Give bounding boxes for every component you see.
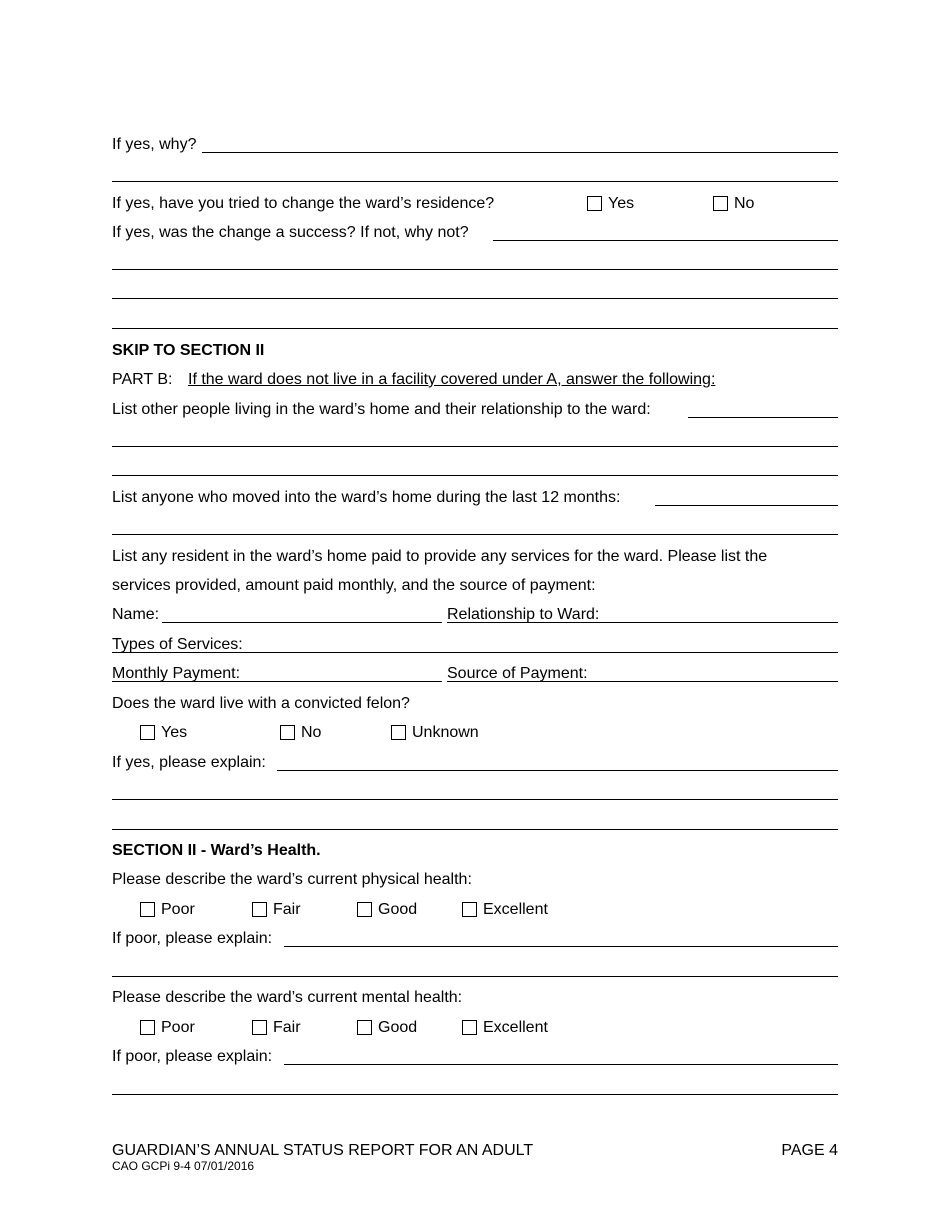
skip-to-section-heading: SKIP TO SECTION II xyxy=(112,342,265,359)
tried-change-no-label: No xyxy=(734,195,755,212)
change-success-line-4[interactable] xyxy=(112,328,838,329)
felon-yes-label: Yes xyxy=(161,724,188,741)
footer-form-code: CAO GCPi 9-4 07/01/2016 xyxy=(112,1159,255,1173)
moved-in-line-2[interactable] xyxy=(112,534,838,535)
name-label: Name: xyxy=(112,606,160,623)
felon-explain-line-2[interactable] xyxy=(112,799,838,800)
mental-poor-explain-label: If poor, please explain: xyxy=(112,1048,273,1065)
paid-resident-text-2: services provided, amount paid monthly, and the source of payment: xyxy=(112,577,596,594)
felon-explain-line[interactable] xyxy=(277,770,838,771)
source-of-payment-line[interactable] xyxy=(447,681,838,682)
physical-excellent-label: Excellent xyxy=(483,901,548,918)
moved-in-line[interactable] xyxy=(655,505,838,506)
footer-title: GUARDIAN’S ANNUAL STATUS REPORT FOR AN ADULT xyxy=(112,1142,534,1159)
other-people-label: List other people living in the ward’s home and their relationship to the ward: xyxy=(112,401,651,418)
tried-change-label: If yes, have you tried to change the ward’s residence? xyxy=(112,195,495,212)
felon-yes-checkbox[interactable] xyxy=(140,725,155,740)
mental-poor-explain-line[interactable] xyxy=(284,1064,838,1065)
felon-explain-label: If yes, please explain: xyxy=(112,754,266,771)
why-label: If yes, why? xyxy=(112,136,197,153)
other-people-line-2[interactable] xyxy=(112,446,838,447)
other-people-line[interactable] xyxy=(688,417,838,418)
mental-poor-checkbox[interactable] xyxy=(140,1020,155,1035)
mental-poor-label: Poor xyxy=(161,1019,195,1036)
physical-poor-explain-label: If poor, please explain: xyxy=(112,930,273,947)
physical-good-label: Good xyxy=(378,901,418,918)
physical-poor-explain-line-2[interactable] xyxy=(112,976,838,977)
physical-poor-checkbox[interactable] xyxy=(140,902,155,917)
other-people-line-3[interactable] xyxy=(112,475,838,476)
relationship-line[interactable] xyxy=(447,622,838,623)
physical-fair-label: Fair xyxy=(273,901,301,918)
felon-no-checkbox[interactable] xyxy=(280,725,295,740)
change-success-line-2[interactable] xyxy=(112,269,838,270)
source-of-payment-label: Source of Payment: xyxy=(447,665,588,682)
mental-poor-explain-line-2[interactable] xyxy=(112,1094,838,1095)
mental-fair-label: Fair xyxy=(273,1019,301,1036)
section-2-heading: SECTION II - Ward’s Health. xyxy=(112,842,321,859)
mental-excellent-label: Excellent xyxy=(483,1019,548,1036)
tried-change-yes-checkbox[interactable] xyxy=(587,196,602,211)
felon-unknown-label: Unknown xyxy=(412,724,479,741)
relationship-label: Relationship to Ward: xyxy=(447,606,600,623)
felon-explain-line-3[interactable] xyxy=(112,829,838,830)
change-success-label: If yes, was the change a success? If not, why not? xyxy=(112,224,469,241)
mental-health-question: Please describe the ward’s current mental health: xyxy=(112,989,463,1006)
paid-resident-text-1: List any resident in the ward’s home paid to provide any services for the ward. Please list the xyxy=(112,548,768,565)
change-success-line[interactable] xyxy=(493,240,838,241)
mental-good-checkbox[interactable] xyxy=(357,1020,372,1035)
moved-in-label: List anyone who moved into the ward’s home during the last 12 months: xyxy=(112,489,621,506)
physical-excellent-checkbox[interactable] xyxy=(462,902,477,917)
footer-page-number: PAGE 4 xyxy=(781,1142,838,1159)
physical-fair-checkbox[interactable] xyxy=(252,902,267,917)
physical-good-checkbox[interactable] xyxy=(357,902,372,917)
physical-poor-explain-line[interactable] xyxy=(284,946,838,947)
tried-change-yes-label: Yes xyxy=(608,195,635,212)
change-success-line-3[interactable] xyxy=(112,298,838,299)
monthly-payment-line[interactable] xyxy=(112,681,442,682)
part-b-heading: If the ward does not live in a facility covered under A, answer the following: xyxy=(188,371,716,388)
mental-excellent-checkbox[interactable] xyxy=(462,1020,477,1035)
types-of-services-label: Types of Services: xyxy=(112,636,243,653)
why-answer-line-2[interactable] xyxy=(112,181,838,182)
mental-good-label: Good xyxy=(378,1019,418,1036)
physical-health-question: Please describe the ward’s current physical health: xyxy=(112,871,472,888)
monthly-payment-label: Monthly Payment: xyxy=(112,665,241,682)
why-answer-line[interactable] xyxy=(202,152,838,153)
physical-poor-label: Poor xyxy=(161,901,195,918)
part-b-prefix: PART B: xyxy=(112,371,173,388)
felon-unknown-checkbox[interactable] xyxy=(391,725,406,740)
felon-no-label: No xyxy=(301,724,322,741)
types-of-services-line[interactable] xyxy=(112,652,838,653)
tried-change-no-checkbox[interactable] xyxy=(713,196,728,211)
mental-fair-checkbox[interactable] xyxy=(252,1020,267,1035)
name-line[interactable] xyxy=(162,622,442,623)
felon-question: Does the ward live with a convicted felon? xyxy=(112,695,410,712)
